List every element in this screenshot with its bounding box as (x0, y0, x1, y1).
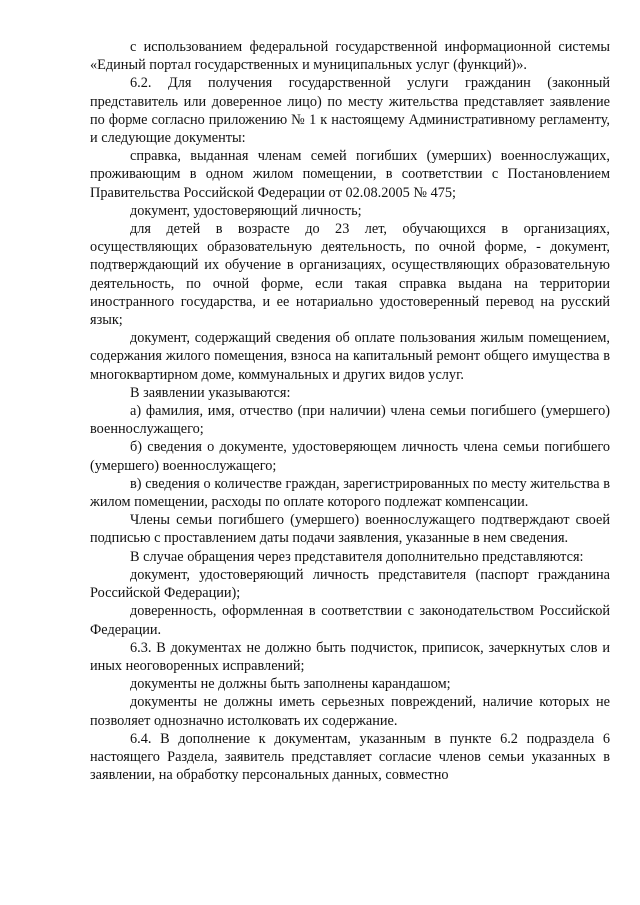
paragraph-application-contents: В заявлении указываются: (130, 384, 291, 401)
paragraph-power-of-attorney: доверенность, оформленная в соответствии с законодательством Российской Федерации. (90, 603, 610, 638)
paragraph-6-3: 6.3. В документах не должно быть подчисток, приписок, зачеркнутых слов и иных неоговоренных исправлений; (90, 639, 610, 674)
paragraph-item-a: а) фамилия, имя, отчество (при наличии) члена семьи погибшего (умершего) военнослужащего; (90, 403, 610, 438)
paragraph-payment-document: документ, содержащий сведения об оплате пользования жилым помещением, содержания жилого помещения, взноса на капитальный ремонт общего имущества в многоквартирном доме, коммунальных и других видов услуг. (90, 330, 610, 383)
paragraph-family-confirmation: Члены семьи погибшего (умершего) военнослужащего подтверждают своей подписью с проставлением даты подачи заявления, указанные в нем сведения. (90, 512, 610, 547)
paragraph-6-4: 6.4. В дополнение к документам, указанным в пункте 6.2 подраздела 6 настоящего Раздела, заявитель представляет согласие членов семьи указанных в заявлении, на обработку персональных данных, совместно (90, 730, 610, 784)
paragraph-identity-document: документ, удостоверяющий личность; (130, 202, 362, 219)
paragraph-students: для детей в возрасте до 23 лет, обучающихся в организациях, осуществляющих образовательную деятельность, по очной форме, - документ, подтверждающий их обучение в организациях, осуществляющих образовательную деятельность, по очной форме, если такая справка выдана на территории иностранного государства, и ее нотариально удостоверенный перевод на русский язык; (90, 221, 610, 329)
paragraph-6-2: 6.2. Для получения государственной услуги гражданин (законный представитель или доверенное лицо) по месту жительства представляет заявление по форме согласно приложению № 1 к настоящему Административному регламенту, и следующие документы: (90, 75, 610, 147)
paragraph-item-b: б) сведения о документе, удостоверяющем личность члена семьи погибшего (умершего) военнослужащего; (90, 439, 610, 474)
paragraph-item-v: в) сведения о количестве граждан, зарегистрированных по месту жительства в жилом помещении, расходы по оплате которого подлежат компенсации. (90, 475, 610, 511)
paragraph-representative-id: документ, удостоверяющий личность представителя (паспорт гражданина Российской Федерации); (90, 566, 610, 602)
document-page (90, 38, 610, 784)
paragraph-representative: В случае обращения через представителя дополнительно представляются: (130, 548, 584, 565)
paragraph-no-pencil: документы не должны быть заполнены карандашом; (130, 676, 451, 693)
paragraph-certificate: справка, выданная членам семей погибших (умерших) военнослужащих, проживающим в одном жилом помещении, в соответствии с Постановлением Правительства Российской Федерации от 02.08.2005 № 475; (90, 148, 610, 201)
paragraph-no-damage: документы не должны иметь серьезных повреждений, наличие которых не позволяет однозначно истолковать их содержание. (90, 694, 610, 729)
paragraph-intro-continuation: с использованием федеральной государственной информационной системы «Единый портал государственных и муниципальных услуг (функций)». (90, 39, 610, 74)
